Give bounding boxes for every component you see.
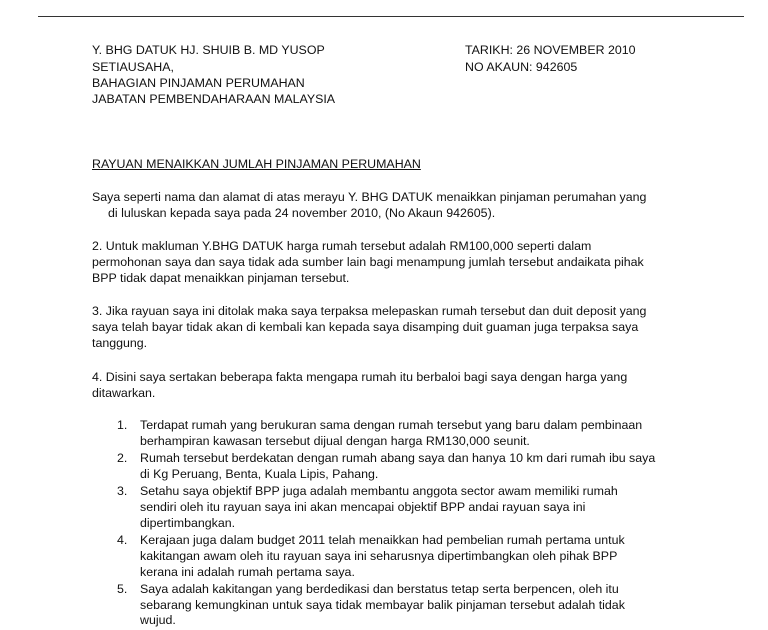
list-item-4-line-1: Kerajaan juga dalam budget 2011 telah menaikkan had pembelian rumah pertama untuk bbox=[140, 533, 625, 547]
list-item-2-line-1: Rumah tersebut berdekatan dengan rumah abang saya dan hanya 10 km dari rumah ibu saya bbox=[140, 451, 656, 465]
list-item-4-line-3: kerana ini adalah rumah pertama saya. bbox=[140, 565, 355, 579]
paragraph-3-line-2: saya telah bayar tidak akan di kembali kan kepada saya disamping duit guaman juga terpaksa saya bbox=[92, 320, 639, 334]
list-item-number: 2. bbox=[117, 451, 128, 465]
paragraph-1-line-2: di luluskan kepada saya pada 24 november 2010, (No Akaun 942605). bbox=[108, 206, 496, 220]
list-item-1-line-2: berhampiran kawasan tersebut dijual dengan harga RM130,000 seunit. bbox=[140, 434, 530, 448]
top-rule bbox=[38, 16, 744, 17]
list-item-4-line-2: kakitangan awam oleh itu rayuan saya ini seharusnya dipertimbangkan oleh pihak BPP bbox=[140, 549, 618, 563]
recipient-line-2: SETIAUSAHA, bbox=[92, 60, 174, 74]
list-item-3-line-2: sendiri oleh itu rayuan saya ini akan mencapai objektif BPP andai rayuan saya ini bbox=[140, 500, 586, 514]
list-item-5-line-2: sebarang kemungkinan untuk saya tidak membayar balik pinjaman tersebut adalah tidak bbox=[140, 598, 625, 612]
list-item-3-line-3: dipertimbangkan. bbox=[140, 516, 236, 530]
recipient-line-1: Y. BHG DATUK HJ. SHUIB B. MD YUSOP bbox=[92, 43, 325, 57]
list-item-5-line-3: wujud. bbox=[140, 613, 176, 627]
paragraph-4-line-2: ditawarkan. bbox=[92, 386, 156, 400]
recipient-line-3: BAHAGIAN PINJAMAN PERUMAHAN bbox=[92, 76, 305, 90]
list-item-number: 3. bbox=[117, 484, 128, 498]
list-item-number: 1. bbox=[117, 418, 128, 432]
paragraph-2-line-3: BPP tidak dapat menaikkan pinjaman tersebut. bbox=[92, 271, 350, 285]
recipient-line-4: JABATAN PEMBENDAHARAAN MALAYSIA bbox=[92, 92, 336, 106]
paragraph-3-line-1: 3. Jika rayuan saya ini ditolak maka saya terpaksa melepaskan rumah tersebut dan duit deposit yang bbox=[92, 304, 647, 318]
letter-subject: RAYUAN MENAIKKAN JUMLAH PINJAMAN PERUMAHAN bbox=[92, 157, 421, 171]
paragraph-2-line-1: 2. Untuk makluman Y.BHG DATUK harga rumah tersebut adalah RM100,000 seperti dalam bbox=[92, 239, 592, 253]
list-item-2-line-2: di Kg Peruang, Benta, Kuala Lipis, Pahang. bbox=[140, 467, 379, 481]
list-item-number: 4. bbox=[117, 533, 128, 547]
letter-date: TARIKH: 26 NOVEMBER 2010 bbox=[465, 43, 636, 57]
paragraph-1-line-1: Saya seperti nama dan alamat di atas merayu Y. BHG DATUK menaikkan pinjaman perumahan yang bbox=[92, 190, 647, 204]
list-item-number: 5. bbox=[117, 582, 128, 596]
paragraph-4-line-1: 4. Disini saya sertakan beberapa fakta mengapa rumah itu berbaloi bagi saya dengan harga yang bbox=[92, 370, 628, 384]
account-number: NO AKAUN: 942605 bbox=[465, 60, 578, 74]
list-item-3-line-1: Setahu saya objektif BPP juga adalah membantu anggota sector awam memiliki rumah bbox=[140, 484, 618, 498]
paragraph-3-line-3: tanggung. bbox=[92, 336, 148, 350]
list-item-1-line-1: Terdapat rumah yang berukuran sama dengan rumah tersebut yang baru dalam pembinaan bbox=[140, 418, 643, 432]
paragraph-2-line-2: permohonan saya dan saya tidak ada sumber lain bagi menampung jumlah tersebut andaikata pihak bbox=[92, 255, 644, 269]
list-item-5-line-1: Saya adalah kakitangan yang berdedikasi dan berstatus tetap serta berpencen, oleh itu bbox=[140, 582, 619, 596]
